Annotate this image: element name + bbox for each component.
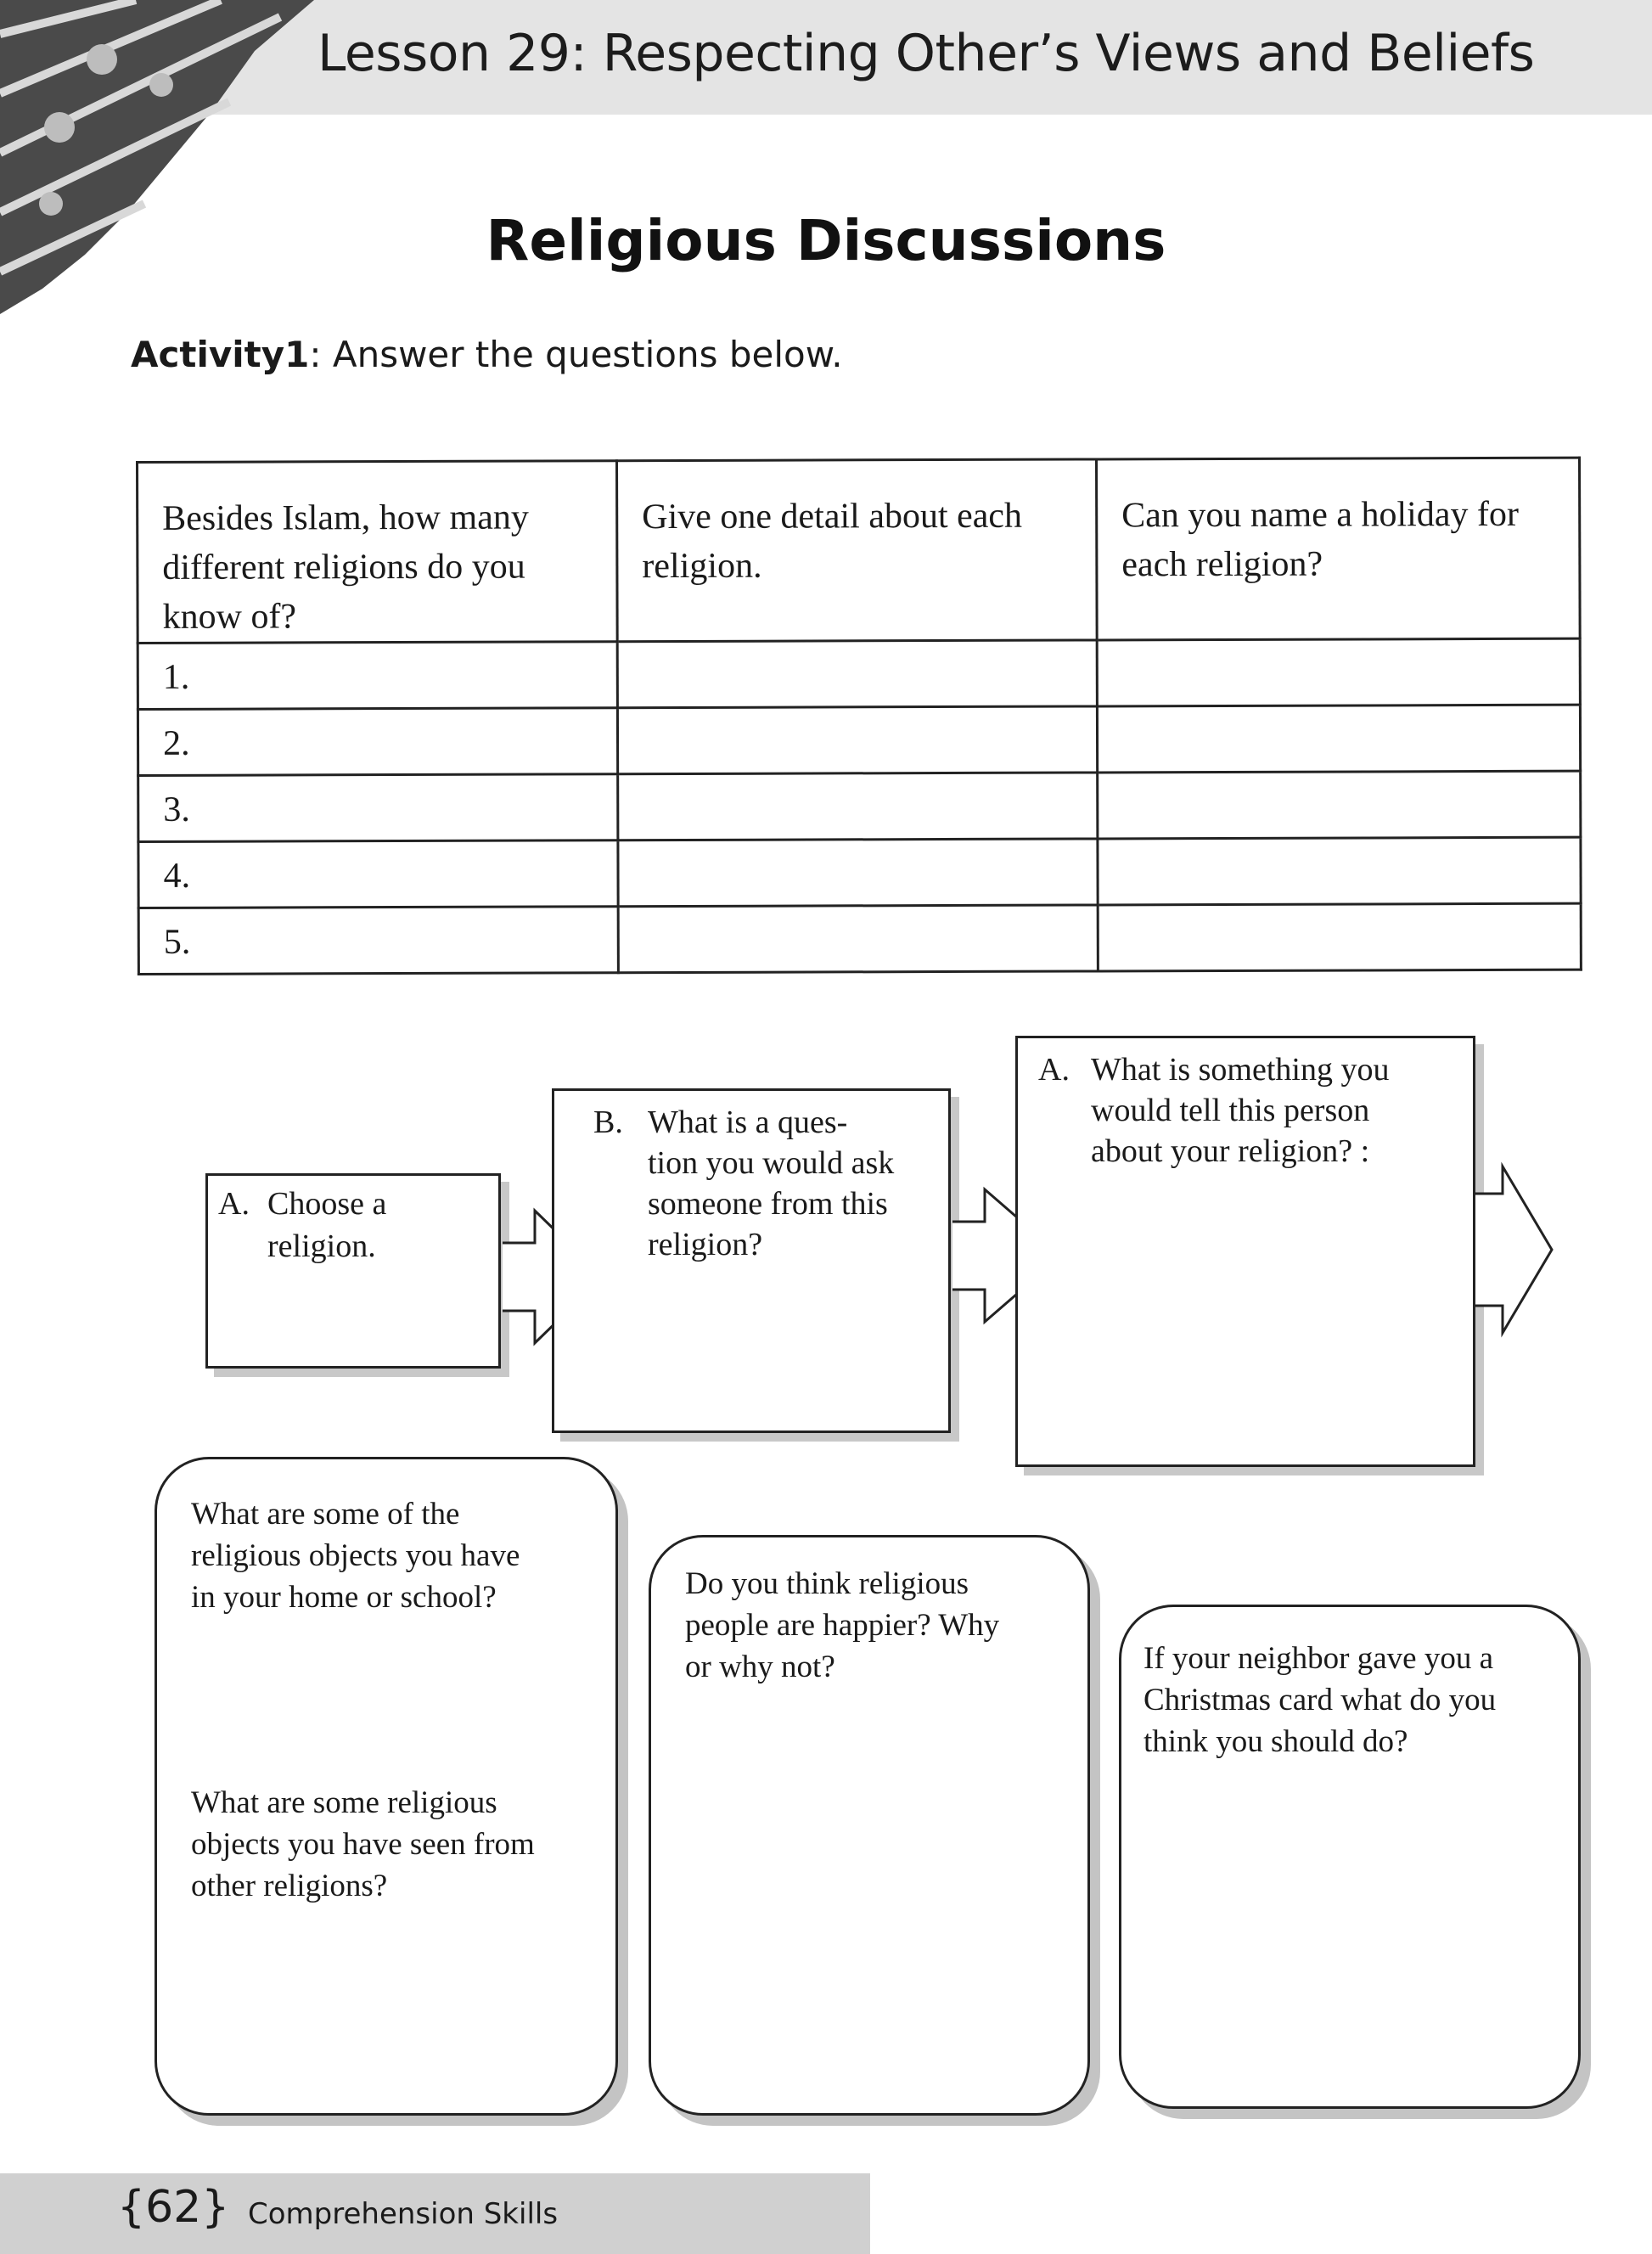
box-line: Choose a (267, 1186, 387, 1222)
answer-cell[interactable] (1097, 638, 1580, 706)
table-header-row (138, 458, 1581, 643)
page-number: {62} (117, 2182, 230, 2233)
box-line: What is a ques- (648, 1105, 848, 1140)
row-number: 2. (138, 708, 617, 776)
card-question: What are some religious objects you have seen from other religions? (191, 1785, 535, 1903)
table-row (138, 771, 1581, 841)
row-number: 1. (138, 642, 617, 710)
table-row (138, 903, 1581, 974)
box-line: religion? (648, 1227, 763, 1262)
row-number: 5. (138, 907, 618, 975)
row-number: 4. (138, 840, 618, 908)
box-line: What is something you (1091, 1052, 1390, 1088)
box-line: someone from this (648, 1186, 888, 1222)
header-religions: Besides Islam, how many different religions do you know of? (138, 461, 618, 644)
card-question: If your neighbor gave you a Christmas card what do you think you should do? (1143, 1641, 1497, 1759)
activity-label: Activity1 (131, 334, 310, 375)
ornament-decoration (0, 0, 323, 323)
box-line: would tell this person (1091, 1093, 1370, 1128)
footer-section: Comprehension Skills (248, 2197, 559, 2231)
answer-cell[interactable] (617, 706, 1097, 774)
card-question: Do you think religious people are happier? Why or why not? (685, 1566, 1000, 1684)
box-choose-religion[interactable] (205, 1173, 501, 1369)
answer-cell[interactable] (1097, 705, 1580, 773)
answer-cell[interactable] (1098, 903, 1581, 971)
answer-cell[interactable] (618, 905, 1098, 973)
box-line: about your religion? : (1091, 1133, 1370, 1169)
page-title: Religious Discussions (486, 208, 1166, 273)
answer-cell[interactable] (1098, 771, 1581, 839)
box-letter: A. (218, 1186, 250, 1222)
box-letter: B. (593, 1105, 623, 1140)
row-number: 3. (138, 774, 618, 842)
card-religious-objects[interactable] (155, 1457, 618, 2116)
card-happier[interactable] (649, 1535, 1090, 2116)
answer-cell[interactable] (618, 773, 1098, 840)
activity-instruction (131, 334, 843, 375)
card-christmas[interactable] (1119, 1605, 1581, 2109)
questions-table (136, 457, 1582, 975)
answer-cell[interactable] (618, 839, 1098, 907)
activity-separator: : (309, 334, 322, 375)
answer-cell[interactable] (1098, 837, 1581, 905)
arrow-right-icon (1474, 1165, 1559, 1335)
activity-text: Answer the questions below. (332, 334, 843, 375)
box-letter: A. (1038, 1052, 1070, 1088)
header-holiday: Can you name a holiday for each religion? (1096, 458, 1580, 640)
answer-cell[interactable] (617, 640, 1097, 708)
box-line: religion. (267, 1228, 376, 1264)
table-row (138, 638, 1580, 709)
box-question-to-ask[interactable] (552, 1088, 951, 1433)
header-detail: Give one detail about each religion. (617, 459, 1098, 642)
card-question: What are some of the religious objects you have in your home or school? (191, 1497, 520, 1615)
box-line: tion you would ask (648, 1145, 895, 1181)
table-row (138, 837, 1581, 908)
table-row (138, 705, 1580, 775)
box-tell-about-religion[interactable] (1015, 1036, 1475, 1467)
lesson-title: Lesson 29: Respecting Other’s Views and Beliefs (317, 24, 1535, 83)
